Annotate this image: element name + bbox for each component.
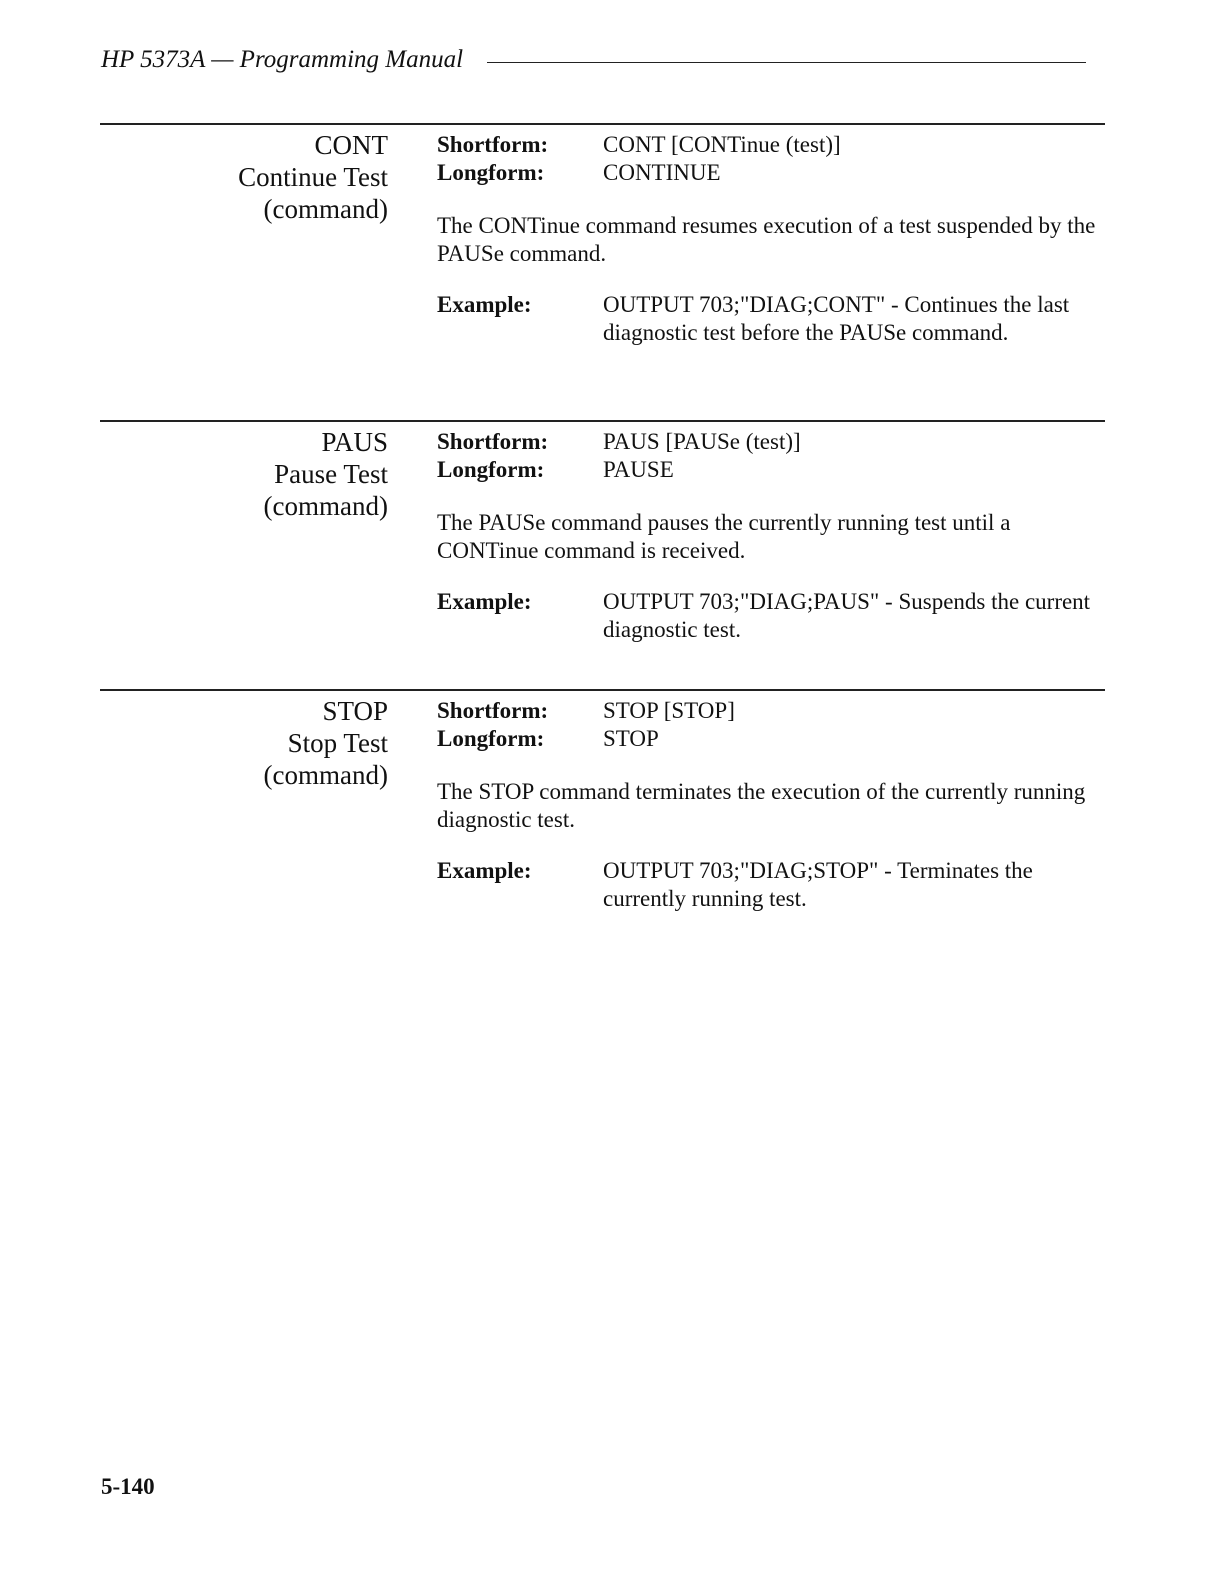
command-heading xyxy=(88,695,388,791)
shortform-row xyxy=(437,428,1107,456)
header-title: HP 5373A — Programming Manual xyxy=(101,46,464,73)
example-label: Example: xyxy=(437,589,532,614)
page-number: 5-140 xyxy=(101,1474,155,1499)
command-section-paus xyxy=(100,420,1105,642)
example-label: Example: xyxy=(437,292,532,317)
longform-label: Longform: xyxy=(437,160,545,185)
example-label: Example: xyxy=(437,858,532,883)
shortform-row xyxy=(437,131,1107,159)
command-section-cont xyxy=(100,123,1105,345)
shortform-value: STOP [STOP] xyxy=(603,698,735,723)
longform-value: PAUSE xyxy=(603,457,674,482)
longform-value: STOP xyxy=(603,726,659,751)
command-section-stop xyxy=(100,689,1105,911)
command-subtitle: Stop Test xyxy=(287,728,388,758)
example-row xyxy=(437,857,1107,913)
longform-row xyxy=(437,159,1107,187)
shortform-label: Shortform: xyxy=(437,698,549,723)
shortform-label: Shortform: xyxy=(437,132,549,157)
shortform-value: CONT [CONTinue (test)] xyxy=(603,132,841,157)
command-body xyxy=(437,428,1107,644)
example-row xyxy=(437,588,1107,644)
command-description: The PAUSe command pauses the currently running test until a CONTinue command is received. xyxy=(437,510,1011,563)
longform-value: CONTINUE xyxy=(603,160,721,185)
command-kind: (command) xyxy=(263,760,388,790)
longform-row xyxy=(437,456,1107,484)
command-kind: (command) xyxy=(263,194,388,224)
command-body xyxy=(437,697,1107,913)
command-description: The STOP command terminates the execution of the currently running diagnostic test. xyxy=(437,779,1086,832)
longform-label: Longform: xyxy=(437,726,545,751)
command-name: PAUS xyxy=(321,427,388,457)
command-kind: (command) xyxy=(263,491,388,521)
command-heading xyxy=(88,129,388,225)
command-name: CONT xyxy=(314,130,388,160)
command-description: The CONTinue command resumes execution of a test suspended by the PAUSe command. xyxy=(437,213,1096,266)
header-rule xyxy=(487,62,1086,63)
example-value: OUTPUT 703;"DIAG;PAUS" - Suspends the current diagnostic test. xyxy=(603,589,1091,642)
shortform-row xyxy=(437,697,1107,725)
example-value: OUTPUT 703;"DIAG;STOP" - Terminates the currently running test. xyxy=(603,858,1033,911)
command-subtitle: Continue Test xyxy=(238,162,388,192)
shortform-value: PAUS [PAUSe (test)] xyxy=(603,429,801,454)
longform-row xyxy=(437,725,1107,753)
shortform-label: Shortform: xyxy=(437,429,549,454)
command-heading xyxy=(88,426,388,522)
command-subtitle: Pause Test xyxy=(274,459,388,489)
example-value: OUTPUT 703;"DIAG;CONT" - Continues the last diagnostic test before the PAUSe command. xyxy=(603,292,1070,345)
page-header xyxy=(101,46,1086,74)
command-name: STOP xyxy=(322,696,388,726)
command-body xyxy=(437,131,1107,347)
longform-label: Longform: xyxy=(437,457,545,482)
example-row xyxy=(437,291,1107,347)
